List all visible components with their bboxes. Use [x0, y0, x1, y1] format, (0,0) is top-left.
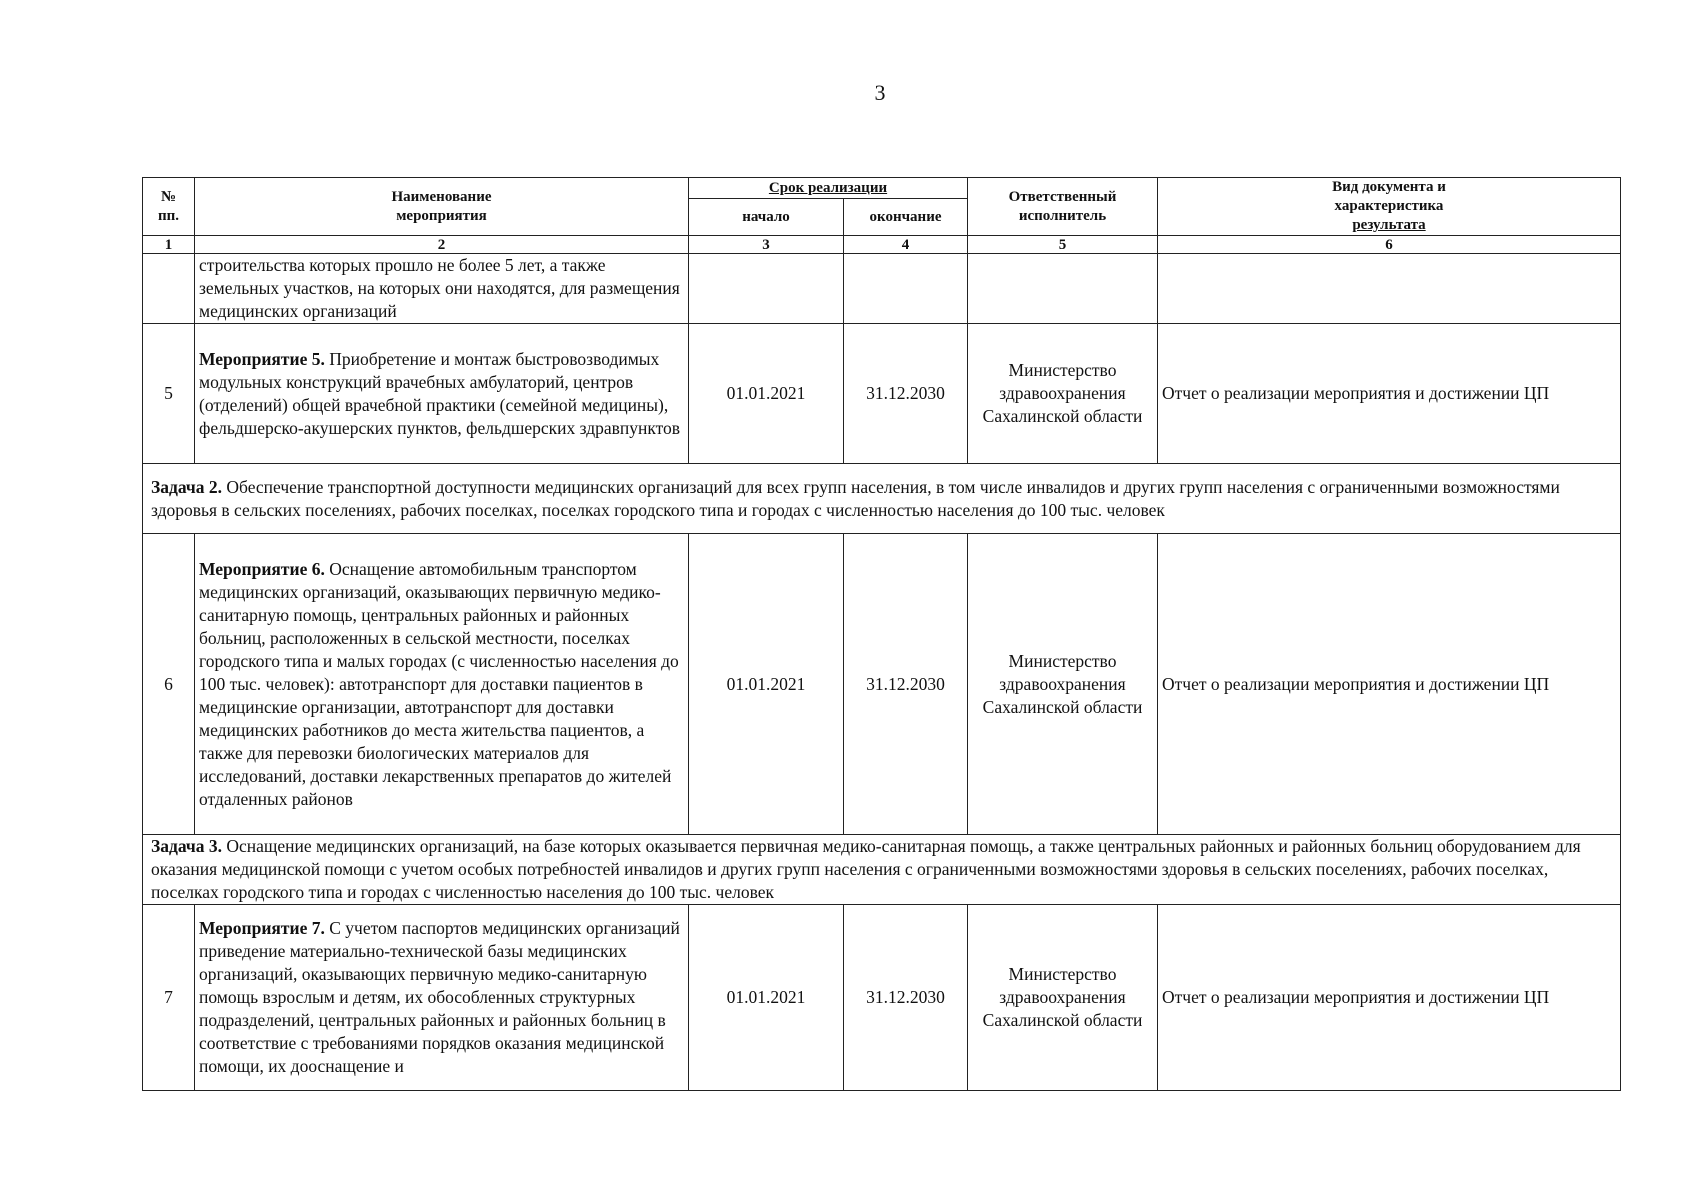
task-text: Оснащение медицинских организаций, на базе которых оказывается первичная медико-санитарная помощь, а также центральных районных и районных больниц оборудованием для оказания медицинской помощи с учетом особых потребностей инвалидов и других групп населения с ограниченными возможностями здоровья в сельских поселениях, рабочих поселках, поселках городского типа и городах с численностью населения до 100 тыс. человек — [151, 836, 1581, 902]
header-number-line1: № — [160, 188, 177, 205]
task-row — [143, 464, 1621, 534]
header-end: окончание — [844, 199, 968, 236]
activity-name — [195, 324, 689, 464]
start-date: 01.01.2021 — [689, 905, 844, 1091]
activity-name — [195, 905, 689, 1091]
executor: Министерство здравоохранения Сахалинской области — [968, 534, 1158, 835]
page-number: 3 — [874, 80, 886, 105]
executor: Министерство здравоохранения Сахалинской области — [968, 905, 1158, 1091]
table-row — [143, 534, 1621, 835]
column-number-2: 2 — [195, 236, 689, 254]
column-number-1: 1 — [143, 236, 195, 254]
activity-text: С учетом паспортов медицинских организаций приведение материально-технической базы медицинских организаций, оказывающих первичную медико-санитарную помощь взрослым и детям, их обособленных структурных подразделений, центральных районных и районных больниц в соответствие с требованиями порядков оказания медицинской помощи, их дооснащение и — [199, 918, 680, 1076]
header-result-line1: Вид документа и — [1332, 179, 1446, 195]
row-number — [143, 254, 195, 324]
activity-lead: Мероприятие 7. — [199, 918, 325, 938]
header-period-label: Срок реализации — [768, 179, 888, 196]
activity-name — [195, 254, 689, 324]
task-lead: Задача 3. — [151, 836, 223, 856]
end-date — [844, 254, 968, 324]
result — [1158, 254, 1621, 324]
header-executor — [968, 178, 1158, 236]
activity-lead: Мероприятие 6. — [199, 558, 325, 579]
row-number: 5 — [143, 324, 195, 464]
table-row — [143, 905, 1621, 1091]
row-number: 6 — [143, 534, 195, 835]
header-result — [1158, 178, 1621, 236]
column-number-6: 6 — [1158, 236, 1621, 254]
activities-table — [142, 177, 1621, 1091]
start-date: 01.01.2021 — [689, 324, 844, 464]
end-date: 31.12.2030 — [844, 534, 968, 835]
task-description — [143, 835, 1621, 905]
end-date: 31.12.2030 — [844, 905, 968, 1091]
result: Отчет о реализации мероприятия и достижении ЦП — [1158, 905, 1621, 1091]
column-number-3: 3 — [689, 236, 844, 254]
header-number-line2: пп. — [157, 207, 180, 224]
task-description — [143, 464, 1621, 534]
result: Отчет о реализации мероприятия и достижении ЦП — [1158, 324, 1621, 464]
result: Отчет о реализации мероприятия и достижении ЦП — [1158, 534, 1621, 835]
header-start: начало — [689, 199, 844, 236]
activity-text: Оснащение автомобильным транспортом медицинских организаций, оказывающих первичную медико-санитарную помощь, центральных районных и районных больниц, расположенных в сельской местности, поселках городского типа и малых городах (с численностью населения до 100 тыс. человек): автотранспорт для доставки пациентов в медицинские организации, автотранспорт для доставки медицинских работников до места жительства пациентов, а также для перевозки биологических материалов для исследований, доставки лекарственных препаратов до жителей отдаленных районов — [199, 558, 679, 809]
activity-lead: Мероприятие 5. — [199, 348, 325, 369]
header-executor-line1: Ответственный — [1008, 188, 1117, 205]
table-row — [143, 254, 1621, 324]
task-row — [143, 835, 1621, 905]
task-lead: Задача 2. — [151, 476, 223, 497]
header-name-line1: Наименование — [391, 188, 492, 205]
task-text: Обеспечение транспортной доступности медицинских организаций для всех групп населения, в том числе инвалидов и других групп населения с ограниченными возможностями здоровья в сельских поселениях, рабочих поселках, поселках городского типа и городах с численностью населения до 100 тыс. человек — [151, 476, 1560, 520]
column-number-4: 4 — [844, 236, 968, 254]
row-number: 7 — [143, 905, 195, 1091]
end-date: 31.12.2030 — [844, 324, 968, 464]
header-name — [195, 178, 689, 236]
header-number — [143, 178, 195, 236]
header-executor-line2: исполнитель — [1018, 207, 1107, 224]
activity-name — [195, 534, 689, 835]
start-date — [689, 254, 844, 324]
column-number-5: 5 — [968, 236, 1158, 254]
table-row — [143, 324, 1621, 464]
header-result-line3: результата — [1352, 217, 1426, 233]
start-date: 01.01.2021 — [689, 534, 844, 835]
executor: Министерство здравоохранения Сахалинской области — [968, 324, 1158, 464]
header-period — [689, 178, 968, 199]
header-name-line2: мероприятия — [396, 207, 487, 224]
executor — [968, 254, 1158, 324]
header-result-line2: характеристика — [1334, 198, 1444, 214]
activity-text: строительства которых прошло не более 5 лет, а также земельных участков, на которых они находятся, для размещения медицинских организаций — [199, 255, 680, 321]
activity-text: Приобретение и монтаж быстровозводимых модульных конструкций врачебных амбулаторий, центров (отделений) общей врачебной практики (семейной медицины), фельдшерско-акушерских пунктов, фельдшерских здравпунктов — [199, 348, 681, 438]
